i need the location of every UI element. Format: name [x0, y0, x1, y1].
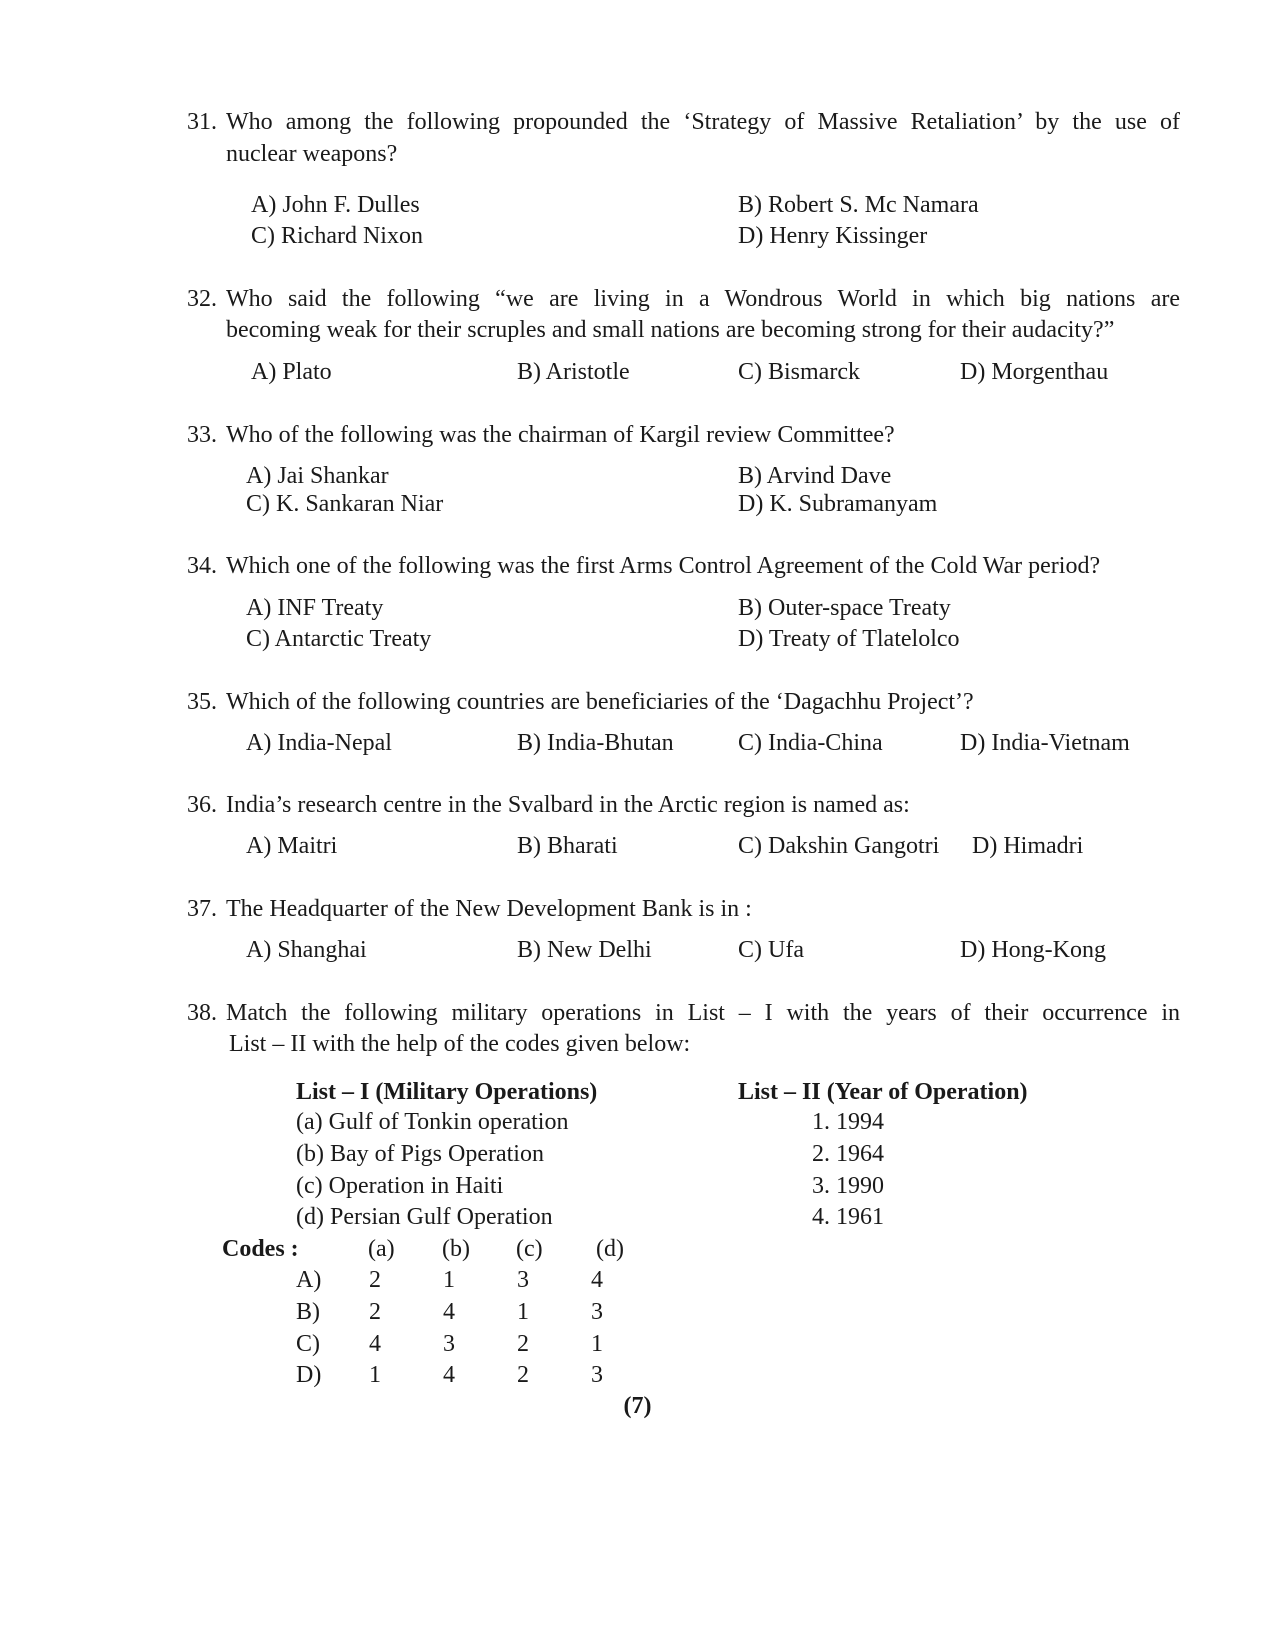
question-number: 35.	[187, 689, 217, 715]
code-value: 1	[517, 1299, 529, 1325]
code-value: 1	[591, 1331, 603, 1357]
question-text: becoming weak for their scruples and small nations are becoming strong for their audacity?”	[226, 317, 1115, 343]
option-b: B) India-Bhutan	[517, 730, 674, 756]
option-b: B) Outer-space Treaty	[738, 595, 951, 621]
option-d: D) Morgenthau	[960, 359, 1109, 385]
question-text: Which of the following countries are beneficiaries of the ‘Dagachhu Project’?	[226, 689, 974, 715]
code-row-label: A)	[296, 1267, 322, 1293]
code-value: 3	[443, 1331, 455, 1357]
question-number: 37.	[187, 896, 217, 922]
question-text: Match the following military operations in List – I with the years of their occurrence in	[226, 1000, 1180, 1026]
question-text: The Headquarter of the New Development Bank is in :	[226, 896, 752, 922]
option-b: B) Bharati	[517, 833, 618, 859]
option-b: B) New Delhi	[517, 937, 652, 963]
question-text: India’s research centre in the Svalbard in the Arctic region is named as:	[226, 792, 910, 818]
question-text: List – II with the help of the codes given below:	[229, 1031, 691, 1057]
code-value: 1	[443, 1267, 455, 1293]
question-text: Who said the following “we are living in a Wondrous World in which big nations are	[226, 286, 1180, 312]
list-2-item: 3. 1990	[812, 1173, 884, 1199]
code-header: (c)	[516, 1236, 543, 1262]
code-value: 2	[517, 1362, 529, 1388]
question-text: Who of the following was the chairman of Kargil review Committee?	[226, 422, 895, 448]
code-header: (a)	[368, 1236, 395, 1262]
question-text: nuclear weapons?	[226, 141, 398, 167]
code-value: 2	[369, 1299, 381, 1325]
option-d: D) Hong-Kong	[960, 937, 1106, 963]
list-2-item: 1. 1994	[812, 1109, 884, 1135]
option-c: C) K. Sankaran Niar	[246, 491, 444, 517]
codes-label: Codes :	[222, 1236, 299, 1262]
option-a: A) Shanghai	[246, 937, 367, 963]
question-number: 32.	[187, 286, 217, 312]
page-number: (7)	[623, 1393, 652, 1419]
option-b: B) Robert S. Mc Namara	[738, 192, 979, 218]
code-value: 4	[443, 1299, 455, 1325]
option-d: D) India-Vietnam	[960, 730, 1130, 756]
code-value: 4	[591, 1267, 603, 1293]
option-c: C) Richard Nixon	[251, 223, 423, 249]
option-a: A) John F. Dulles	[251, 192, 420, 218]
question-number: 38.	[187, 1000, 217, 1026]
code-header: (b)	[442, 1236, 470, 1262]
question-number: 33.	[187, 422, 217, 448]
option-a: A) Plato	[251, 359, 332, 385]
list-2-heading: List – II (Year of Operation)	[738, 1079, 1028, 1105]
list-1-item: (c) Operation in Haiti	[296, 1173, 504, 1199]
list-2-item: 4. 1961	[812, 1204, 884, 1230]
list-1-item: (d) Persian Gulf Operation	[296, 1204, 553, 1230]
code-header: (d)	[596, 1236, 624, 1262]
code-value: 2	[369, 1267, 381, 1293]
question-text: Which one of the following was the first Arms Control Agreement of the Cold War period?	[226, 553, 1101, 579]
code-value: 4	[443, 1362, 455, 1388]
option-c: C) Dakshin Gangotri	[738, 833, 940, 859]
option-c: C) India-China	[738, 730, 883, 756]
option-a: A) INF Treaty	[246, 595, 384, 621]
option-d: D) Himadri	[972, 833, 1084, 859]
option-d: D) Treaty of Tlatelolco	[738, 626, 960, 652]
list-1-heading: List – I (Military Operations)	[296, 1079, 598, 1105]
option-b: B) Aristotle	[517, 359, 630, 385]
option-c: C) Antarctic Treaty	[246, 626, 432, 652]
list-2-item: 2. 1964	[812, 1141, 884, 1167]
code-value: 4	[369, 1331, 381, 1357]
code-value: 1	[369, 1362, 381, 1388]
code-value: 3	[591, 1362, 603, 1388]
code-row-label: D)	[296, 1362, 322, 1388]
question-number: 31.	[187, 109, 217, 135]
code-value: 3	[517, 1267, 529, 1293]
option-d: D) Henry Kissinger	[738, 223, 928, 249]
option-a: A) Jai Shankar	[246, 463, 389, 489]
code-row-label: C)	[296, 1331, 320, 1357]
option-a: A) India-Nepal	[246, 730, 392, 756]
option-c: C) Ufa	[738, 937, 804, 963]
question-number: 34.	[187, 553, 217, 579]
question-text: Who among the following propounded the ‘Strategy of Massive Retaliation’ by the use of	[226, 109, 1180, 135]
question-number: 36.	[187, 792, 217, 818]
list-1-item: (b) Bay of Pigs Operation	[296, 1141, 544, 1167]
code-value: 3	[591, 1299, 603, 1325]
list-1-item: (a) Gulf of Tonkin operation	[296, 1109, 569, 1135]
code-value: 2	[517, 1331, 529, 1357]
code-row-label: B)	[296, 1299, 320, 1325]
option-d: D) K. Subramanyam	[738, 491, 938, 517]
option-b: B) Arvind Dave	[738, 463, 892, 489]
option-a: A) Maitri	[246, 833, 338, 859]
option-c: C) Bismarck	[738, 359, 860, 385]
